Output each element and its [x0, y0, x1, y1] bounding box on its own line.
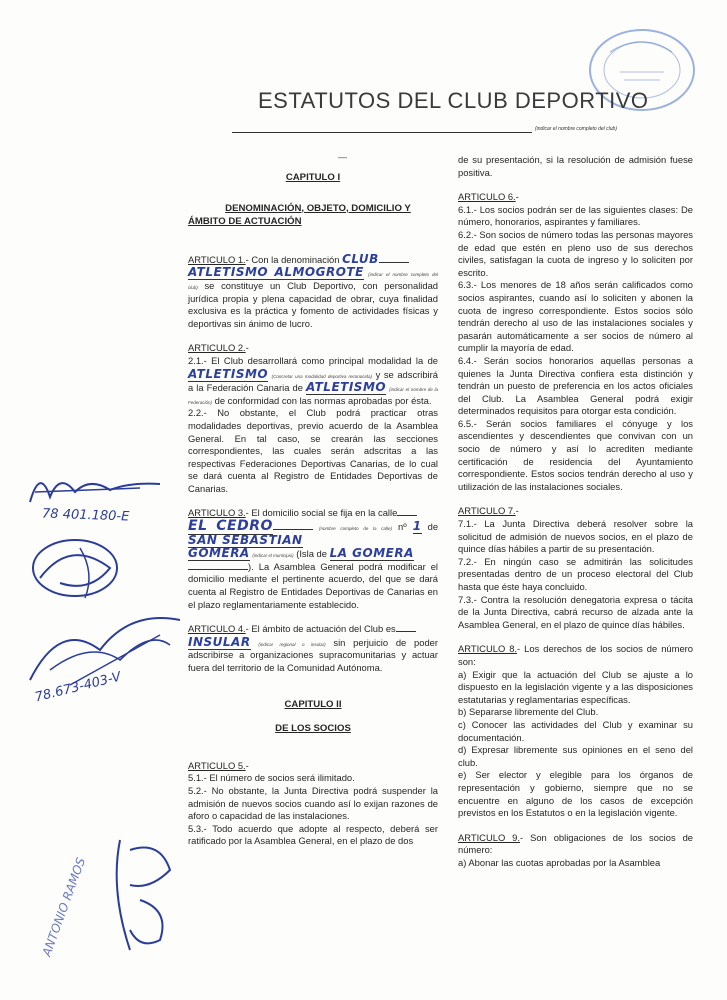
handwritten-modality: ATLETISMO	[188, 366, 269, 381]
handwritten-gomera: GOMERA	[188, 546, 250, 561]
document-title: ESTATUTOS DEL CLUB DEPORTIVO	[258, 88, 649, 113]
modality-note: (Concretar una modalidad deportiva reconocida)	[271, 373, 373, 379]
article-7-3: 7.3.- Contra la resolución denegatoria expresa o tácita de la Junta Directiva, cabrá recurso de alzada ante la Asamblea General, en el plazo de quince días hábiles.	[458, 593, 693, 630]
de-label: de	[427, 521, 439, 533]
article-6-title: ARTICULO 6.	[458, 191, 516, 203]
handwritten-island: LA GOMERA	[329, 546, 414, 561]
article-8-title: ARTICULO 8.	[458, 643, 518, 655]
article-2-1-text-a: 2.1.- El Club desarrollará como principal modalidad la de	[188, 354, 438, 366]
article-9	[458, 832, 693, 857]
island-label: (Isla de	[296, 548, 327, 560]
municipality-note: (indicar el municipio)	[252, 553, 294, 559]
article-3-title: ARTICULO 3.	[188, 507, 246, 519]
handwritten-street: EL CEDRO	[188, 518, 273, 535]
signature-1-number: 78 401.180-E	[41, 506, 130, 525]
article-2-1-text-c: de conformidad con las normas aprobadas por ésta.	[214, 394, 432, 406]
article-5-1: 5.1.- El número de socios será ilimitado.	[188, 772, 355, 784]
article-1-title: ARTICULO 1.	[188, 253, 246, 265]
signature-3-number: 78.673-403-V	[33, 669, 123, 706]
article-2-dash: -	[245, 342, 249, 354]
handwritten-city: SAN SEBASTIAN	[188, 532, 303, 547]
article-6	[458, 191, 693, 204]
article-6-3: 6.3.- Los menores de 18 años serán calificados como socios aspirantes, cuando así lo soliciten y abonen la cuota de ingreso correspondiente. Estos socios sólo tendrán derecho al uso de las instalaciones sociales y pasarán automáticamente a ser socios de número al cumplir la mayoría de edad.	[458, 279, 693, 354]
article-7-2: 7.2.- En ningún caso se admitirán las solicitudes presentadas dentro de un proceso electoral del Club hasta que éste haya concluido.	[458, 555, 693, 592]
article-9-title: ARTICULO 9.	[458, 831, 520, 843]
article-9-a: a) Abonar las cuotas aprobadas por la Asamblea	[458, 856, 661, 868]
chapter-2-title: CAPITULO II	[284, 698, 342, 710]
article-3-text-b: ). La Asamblea General podrá modificar el domicilio mediante el pertinente acuerdo, del que se dará cuenta al Registro de Entidades Deportivas de Canarias en el plazo reglamentariamente establecido.	[188, 560, 438, 610]
left-column	[188, 172, 438, 848]
article-8-d: d) Expresar libremente sus opiniones en el seno del club.	[458, 744, 693, 768]
chapter-2-subtitle: DE LOS SOCIOS	[275, 723, 351, 735]
article-6-2: 6.2.- Son socios de número todas las personas mayores de edad que estén en pleno uso de sus derechos civiles, satisfagan la cuota de ingreso y lo soliciten por escrito.	[458, 228, 693, 278]
article-7	[458, 505, 693, 518]
article-2-2: 2.2.- No obstante, el Club podrá practicar otras modalidades deportivas, previo acuerdo de la Asamblea General. En tal caso, se crearán las secciones correspondientes, las cuales serán adscritas a las respectivas Federaciones Deportivas Canarias, de lo cual se dará cuenta al Registro de Entidades Deportivas de Canarias.	[188, 407, 438, 494]
article-9-intro: - Son obligaciones de los socios de número:	[458, 831, 694, 856]
blank-line	[396, 631, 416, 632]
club-name-line	[232, 132, 532, 133]
handwritten-scope: INSULAR	[188, 634, 251, 649]
article-7-1: 7.1.- La Junta Directiva deberá resolver sobre la solicitud de admisión de nuevos socios, en el plazo de quince días hábiles a partir de su presentación.	[458, 518, 693, 555]
blank-line	[273, 529, 313, 530]
signature-1	[20, 462, 170, 512]
scope-note: (indicar regional o insular)	[258, 641, 326, 647]
article-8	[458, 643, 693, 668]
chapter-1-subtitle-2: ÁMBITO DE ACTUACIÓN	[188, 216, 302, 228]
right-column	[458, 154, 693, 869]
street-note: (nombre completo de la calle)	[318, 526, 392, 532]
article-8-e: e) Ser elector y elegible para los órganos de representación y gobierno, siempre que no se encuentre en alguno de los casos de excepción previstos en los Estatutos o en la legislación vigente.	[458, 769, 693, 819]
chapter-1-title: CAPITULO I	[285, 172, 341, 183]
article-2-1	[188, 355, 438, 407]
article-8-intro: - Los derechos de los socios de número son:	[458, 643, 693, 667]
article-8-a: a) Exigir que la actuación del Club se ajuste a lo dispuesto en la legislación vigente y a las disposiciones estatutarias y reglamentarias específicas.	[458, 668, 693, 705]
federation-note: (indicar el nombre de la Federación)	[188, 387, 438, 405]
blank-line	[397, 515, 417, 516]
handwritten-number: 1	[412, 519, 422, 534]
handwritten-federation: ATLETISMO	[305, 380, 387, 395]
blank-line	[188, 569, 248, 570]
article-8-c: c) Conocer las actividades del Club y examinar su documentación.	[458, 718, 693, 743]
club-name-note-small: (indicar el nombre completo del club)	[188, 272, 439, 290]
article-5-3: 5.3.- Todo acuerdo que adopte al respecto, deberá ser ratificado por la Asamblea General, en el plazo de dos	[188, 822, 438, 847]
article-2-title: ARTICULO 2.	[188, 342, 246, 354]
article-5-title: ARTICULO 5.	[188, 759, 246, 771]
blank-line	[379, 262, 409, 263]
article-4	[188, 623, 438, 674]
signature-4	[100, 830, 190, 960]
article-7-dash: -	[515, 505, 519, 517]
signature-2	[20, 528, 130, 608]
number-label: nº	[398, 521, 407, 533]
article-6-5: 6.5.- Serán socios familiares el cónyuge y los ascendientes y descendientes que convivan con un socio de número y así lo acrediten mediante certificación de residencia del Ayuntamiento correspondiente. Estos socios tendrán derecho al uso y utilización de las instalaciones sociales.	[458, 417, 693, 492]
article-2-1-text-b: y se adscribirá a la Federación Canaria de	[188, 368, 438, 394]
article-6-dash: -	[515, 191, 519, 203]
article-6-4: 6.4.- Serán socios honorarios aquellas personas a quienes la Junta Directiva confiera esta distinción y tendrán un puesto de preferencia en los actos oficiales del Club. La Asamblea General podrá exigir determinados requisitos para otorgar esta condición.	[458, 354, 693, 417]
article-3-text-a: - El domicilio social se fija en la calle	[245, 507, 398, 519]
article-5-2: 5.2.- No obstante, la Junta Directiva podrá suspender la admisión de nuevos socios cuando así lo exijan razones de aforo o capacidad de las instalaciones.	[188, 784, 438, 822]
handwritten-name: ANTONIO RAMOS	[39, 855, 89, 959]
article-1	[188, 253, 438, 331]
article-4-title: ARTICULO 4.	[188, 623, 246, 635]
article-5-dash: -	[245, 759, 249, 771]
dash-mark: —	[338, 152, 347, 162]
article-8-b: b) Separarse libremente del Club.	[458, 706, 599, 718]
club-name-note: (indicar el nombre completo del club)	[535, 126, 617, 132]
article-3	[188, 507, 438, 611]
article-4-text-a: - El ámbito de actuación del Club es	[245, 623, 396, 635]
article-6-1: 6.1.- Los socios podrán ser de las siguientes clases: De número, honorarios, aspirantes y familiares.	[458, 203, 693, 228]
article-7-title: ARTICULO 7.	[458, 505, 516, 517]
article-5	[188, 760, 438, 773]
continuation-text: de su presentación, si la resolución de admisión fuese positiva.	[458, 154, 693, 178]
article-4-text-b: sin perjuicio de poder adscribirse a organizaciones supracomunitarias y actuar fuera del territorio de la Comunidad Autónoma.	[188, 636, 439, 673]
handwritten-club: CLUB	[342, 251, 379, 266]
chapter-1-subtitle-1: DENOMINACIÓN, OBJETO, DOMICILIO Y	[225, 202, 411, 214]
article-1-text-b: se constituye un Club Deportivo, con personalidad jurídica propia y plena capacidad de obrar, cuya finalidad exclusiva es la práctica y fomento de actividades físicas y deportivas sin ánimo de lucro.	[188, 279, 438, 329]
article-1-text-a: - Con la denominación	[245, 253, 340, 265]
article-2	[188, 342, 438, 355]
handwritten-club-name: ATLETISMO ALMOGROTE	[188, 265, 364, 280]
